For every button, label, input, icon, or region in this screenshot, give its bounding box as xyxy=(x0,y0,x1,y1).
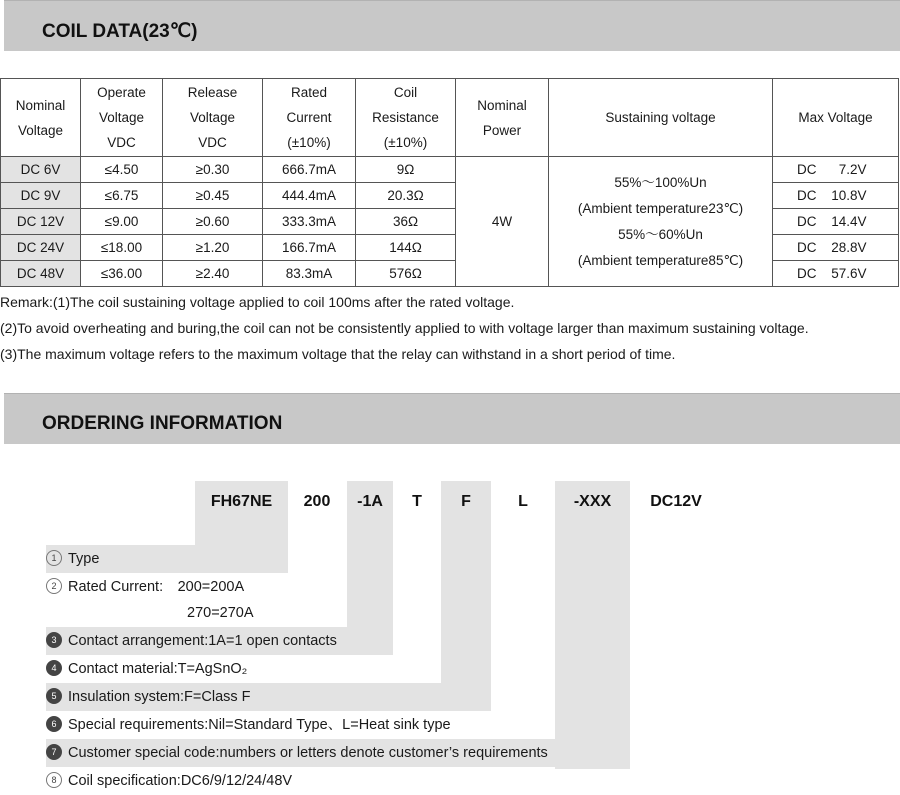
cell-current: 166.7mA xyxy=(263,235,356,261)
cell-max-voltage: DC 28.8V xyxy=(773,235,899,261)
cell-operate: ≤4.50 xyxy=(81,157,163,183)
number-badge: 7 xyxy=(46,744,62,760)
cell-voltage: DC 48V xyxy=(1,261,81,287)
cell-voltage: DC 24V xyxy=(1,235,81,261)
cell-operate: ≤9.00 xyxy=(81,209,163,235)
remark-2: (2)To avoid overheating and buring,the coil can not be consistently applied to with voltage larger than maximum sustaining voltage. xyxy=(0,320,809,336)
part-segment-customer-code: -XXX xyxy=(555,481,630,521)
header-sustaining-voltage: Sustaining voltage xyxy=(549,79,773,157)
part-segment-special: L xyxy=(518,493,528,510)
cell-resistance: 9Ω xyxy=(356,157,456,183)
cell-max-voltage: DC 7.2V xyxy=(773,157,899,183)
number-badge: 4 xyxy=(46,660,62,676)
ordering-item-customer-code: 7 Customer special code:numbers or letters denote customer’s requirements xyxy=(46,739,630,767)
cell-sustaining-voltage: 55%～100%Un (Ambient temperature23℃) 55%～60%Un (Ambient temperature85℃) xyxy=(549,157,773,287)
ordering-item-contact-material: 4 Contact material:T=AgSnO₂ xyxy=(46,655,247,683)
cell-nominal-power: 4W xyxy=(456,157,549,287)
cell-release: ≥2.40 xyxy=(163,261,263,287)
header-max-voltage: Max Voltage xyxy=(773,79,899,157)
cell-release: ≥0.45 xyxy=(163,183,263,209)
ordering-item-rated-current-alt: 270=270A xyxy=(187,605,254,621)
cell-resistance: 20.3Ω xyxy=(356,183,456,209)
cell-release: ≥0.60 xyxy=(163,209,263,235)
number-badge: 5 xyxy=(46,688,62,704)
number-badge: 3 xyxy=(46,632,62,648)
ordering-info-banner xyxy=(4,393,900,444)
part-segment-series: FH67NE xyxy=(195,481,288,521)
cell-current: 333.3mA xyxy=(263,209,356,235)
cell-max-voltage: DC 10.8V xyxy=(773,183,899,209)
header-nominal-voltage: Nominal Voltage xyxy=(1,79,81,157)
coil-data-title: COIL DATA(23℃) xyxy=(42,21,198,42)
header-release-voltage: Release Voltage VDC xyxy=(163,79,263,157)
part-segment-contact-material: T xyxy=(412,493,422,510)
header-rated-current: Rated Current (±10%) xyxy=(263,79,356,157)
ordering-item-coil-spec: 8 Coil specification:DC6/9/12/24/48V xyxy=(46,767,292,795)
part-segment-current: 200 xyxy=(303,493,331,510)
cell-voltage: DC 6V xyxy=(1,157,81,183)
cell-resistance: 576Ω xyxy=(356,261,456,287)
cell-current: 83.3mA xyxy=(263,261,356,287)
coil-data-table xyxy=(0,78,899,287)
part-segment-coil-spec: DC12V xyxy=(650,493,702,510)
header-coil-resistance: Coil Resistance (±10%) xyxy=(356,79,456,157)
cell-current: 666.7mA xyxy=(263,157,356,183)
ordering-item-rated-current: 2 Rated Current: 200=200A xyxy=(46,573,244,601)
connector-customer-code xyxy=(555,521,630,769)
ordering-item-contact-arrangement: 3 Contact arrangement:1A=1 open contacts xyxy=(46,627,393,655)
number-badge: 2 xyxy=(46,578,62,594)
part-segment-insulation: F xyxy=(441,481,491,521)
header-operate-voltage: Operate Voltage VDC xyxy=(81,79,163,157)
cell-max-voltage: DC 57.6V xyxy=(773,261,899,287)
cell-operate: ≤18.00 xyxy=(81,235,163,261)
header-nominal-power: Nominal Power xyxy=(456,79,549,157)
table-row xyxy=(1,157,899,183)
number-badge: 1 xyxy=(46,550,62,566)
cell-current: 444.4mA xyxy=(263,183,356,209)
ordering-item-type: 1 Type xyxy=(46,545,288,573)
cell-release: ≥1.20 xyxy=(163,235,263,261)
table-header-row xyxy=(1,79,899,157)
ordering-item-insulation: 5 Insulation system:F=Class F xyxy=(46,683,491,711)
cell-release: ≥0.30 xyxy=(163,157,263,183)
cell-operate: ≤6.75 xyxy=(81,183,163,209)
cell-operate: ≤36.00 xyxy=(81,261,163,287)
remark-1: Remark:(1)The coil sustaining voltage applied to coil 100ms after the rated voltage. xyxy=(0,294,515,310)
connector-contact-arrangement xyxy=(347,521,393,631)
number-badge: 6 xyxy=(46,716,62,732)
number-badge: 8 xyxy=(46,772,62,788)
part-segment-contact-arrangement: -1A xyxy=(347,481,393,521)
connector-insulation xyxy=(441,521,491,683)
cell-resistance: 36Ω xyxy=(356,209,456,235)
cell-voltage: DC 9V xyxy=(1,183,81,209)
ordering-item-special-requirements: 6 Special requirements:Nil=Standard Type、L=Heat sink type xyxy=(46,711,451,739)
remark-3: (3)The maximum voltage refers to the maximum voltage that the relay can withstand in a short period of time. xyxy=(0,346,676,362)
cell-max-voltage: DC 14.4V xyxy=(773,209,899,235)
coil-data-banner xyxy=(4,0,900,51)
cell-voltage: DC 12V xyxy=(1,209,81,235)
ordering-info-title: ORDERING INFORMATION xyxy=(42,413,283,434)
cell-resistance: 144Ω xyxy=(356,235,456,261)
